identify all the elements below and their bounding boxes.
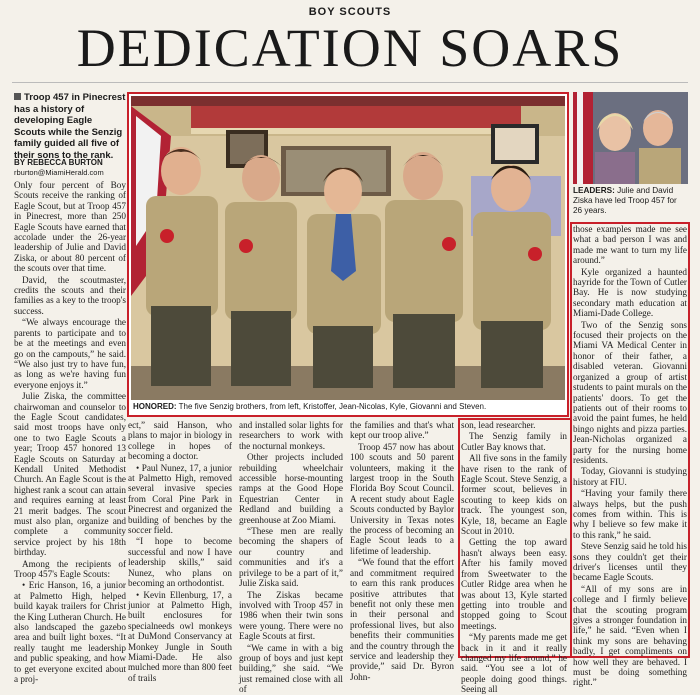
paragraph: • Paul Nunez, 17, a junior at Palmetto High, removed several invasive species from Coral Pine Park in Pinecrest and organized the building of benches by the soccer field. [128,462,232,536]
paragraph: • Eric Hanson, 16, a junior at Palmetto High, helped build kayak trailers for Christ the King Lutheran Church. He also landscaped the gazebo area and built light boxes. “It really taught me leadership and public speaking, and how to get everyone excited about a proj- [14,580,127,685]
caption-label: HONORED: [133,402,177,411]
paragraph: and installed solar lights for researchers to work with the nocturnal monkeys. [239,420,343,451]
paragraph: Two of the Senzig sons focused their projects on the Miami VA Medical Center in honor of their father, a disabled veteran. Giovanni organized a group of artist students to paint murals on the patients' doors. To get the patients out of their rooms to avoid the paint fumes, he held bingo nights and pizza parties. Jean-Nicholas organized a party for the nursing home residents. [573,319,687,465]
photo-caption [133,401,565,413]
caption-text: The five Senzig brothers, from left, Kristoffer, Jean-Nicolas, Kyle, Giovanni and Steven. [178,402,487,411]
page-title: DEDICATION SOARS [76,18,624,78]
paragraph: All five sons in the family have risen to the rank of Eagle Scout. Steve Senzig, a former scout, believes in scouting to keep kids on track. The youngest son, Kyle, 18, became an Eagle Scout in 2010. [461,453,567,537]
article-column-2 [128,420,232,683]
paragraph: David, the scoutmaster, credits the scouts and their families as a key to the troop's success. [14,274,126,316]
article-column-4 [350,420,454,682]
group-photo-illustration [131,96,565,400]
leaders-caption [573,186,688,216]
paragraph: Other projects included rebuilding wheelchair accessible horse-mounting ramps at the Good Hope Equestrian Center in Redland and building a greenhouse at Zoo Miami. [239,452,343,525]
paragraph: “We always encourage the parents to participate and to be at the meetings and even go on the campouts,” he said. “We also just try to have fun, as long as we're having fun everyone enjoys it.” [14,317,126,390]
paragraph: The Senzig family in Cutler Bay knows that. [461,431,567,452]
paragraph: “We came in with a big group of boys and just kept building,” she said. “We just remained close with all of [239,642,343,695]
paragraph: “I hope to become successful and now I have leadership skills,” said Nunez, who plans on becoming an orthodontist. [128,536,232,589]
paragraph: Today, Giovanni is studying history at FIU. [573,466,687,487]
article-column-4b [461,420,567,695]
byline [14,158,126,178]
paragraph: Only four percent of Boy Scouts receive the ranking of Eagle Scout, but at Troop 457 in Pinecrest, more than 250 Eagle Scouts have earned that accolade under the 26-year leadership of Julie and David Ziska, or about 80 percent of the scouts over that time. [14,180,126,274]
article-deck [14,92,126,161]
paragraph: Steve Senzig said he told his sons they couldn't get their driver's licenses until they became Eagle Scouts. [573,541,687,583]
paragraph: “We found that the effort and commitment required to earn this rank produces positive attributes that benefit not only these men in their personal and professional lives, but also benefits their communities and the country through the service and leadership they provide,” said Dr. Byron John- [350,557,454,682]
paragraph: Getting the top award hasn't always been easy. After his family moved from Sweetwater to the Cutler Ridge area when he was about 13, Kyle started getting into trouble and stopped going to Scout meetings. [461,537,567,631]
article-column-1 [14,180,127,685]
square-bullet-icon [14,93,21,100]
byline-email[interactable]: rburton@MiamiHerald.com [14,168,104,177]
paragraph: The Ziskas became involved with Troop 457 in 1986 when their twin sons were young. There were no Eagle Scouts at first. [239,589,343,642]
article-column-5 [573,224,687,688]
paragraph: son, lead researcher. [461,420,536,430]
paragraph: the families and that's what kept our troop alive.” [350,420,454,441]
ziska-couple-illustration [573,92,688,184]
paragraph: • Kevin Ellenburg, 17, a junior at Palmetto High, built enclosures for specialneeds owl monkeys at DuMond Conservancy at Monkey Jungle in South Miami-Dade. He also mulched more than 800 feet of trails [128,589,232,683]
main-photo-frame [127,92,569,417]
caption-text: Julie and David Ziska have led Troop 457 for 26 years. [573,186,677,215]
paragraph: Troop 457 now has about 100 scouts and 50 parent volunteers, making it the largest troop in the South Florida Boy Scout Council. A recent study about Eagle Scouts conducted by Baylor University in Texas notes the process of becoming an Eagle Scout leads to a lifetime of leadership. [350,441,454,556]
section-kicker: BOY SCOUTS [308,6,392,18]
deck-text: Troop 457 in Pinecrest has a history of developing Eagle Scouts while the Senzig family guided all five of their sons to the rank. [14,92,126,161]
paragraph: “My parents made me get back in it and it really changed my life around,” he said. “You see a lot of people doing good things. Seeing all [461,632,567,695]
header-divider [12,82,688,83]
paragraph: Kyle organized a haunted hayride for the Town of Cutler Bay. He is now studying secondary math education at Miami-Dade College. [573,266,687,319]
paragraph: ect,” said Hanson, who plans to major in biology in college in hopes of becoming a doctor. [128,420,232,462]
paragraph: “These men are really becoming the shapers of our country and communities and it's a privilege to be a part of it,” Julie Ziska said. [239,526,343,589]
article-column-3 [239,420,343,695]
paragraph: those examples made me see what a bad person I was and made me want to turn my life around.” [573,224,687,266]
byline-name: BY REBECCA BURTON [14,158,103,167]
senzig-brothers-photo [131,96,565,400]
paragraph: Julie Ziska, the committee chairwoman and counselor to the Eagle Scout candidates, said most troops have only one to two Eagle Scouts a year; Troop 457 honored 13 Eagle Scouts on Saturday at Kendall United Methodist Church. An Eagle Scout is the highest rank a scout can attain and requires earning at least 21 merit badges. The scout must also plan, organize and complete a community service project by his 18th birthday. [14,391,126,558]
paragraph: Among the recipients of Troop 457's Eagle Scouts: [14,558,126,580]
leaders-photo [573,92,688,184]
paragraph: “All of my sons are in college and I firmly believe that the scouting program gives a stronger foundation in life,” he said. “Even when I think my sons are behaving badly, I get compliments on how well they are behaved. I must be doing something right.” [573,583,687,688]
caption-label: LEADERS: [573,186,615,195]
paragraph: “Having your family there always helps, but the push comes from within. This is why I believe so few make it to this rank,” he said. [573,488,687,540]
